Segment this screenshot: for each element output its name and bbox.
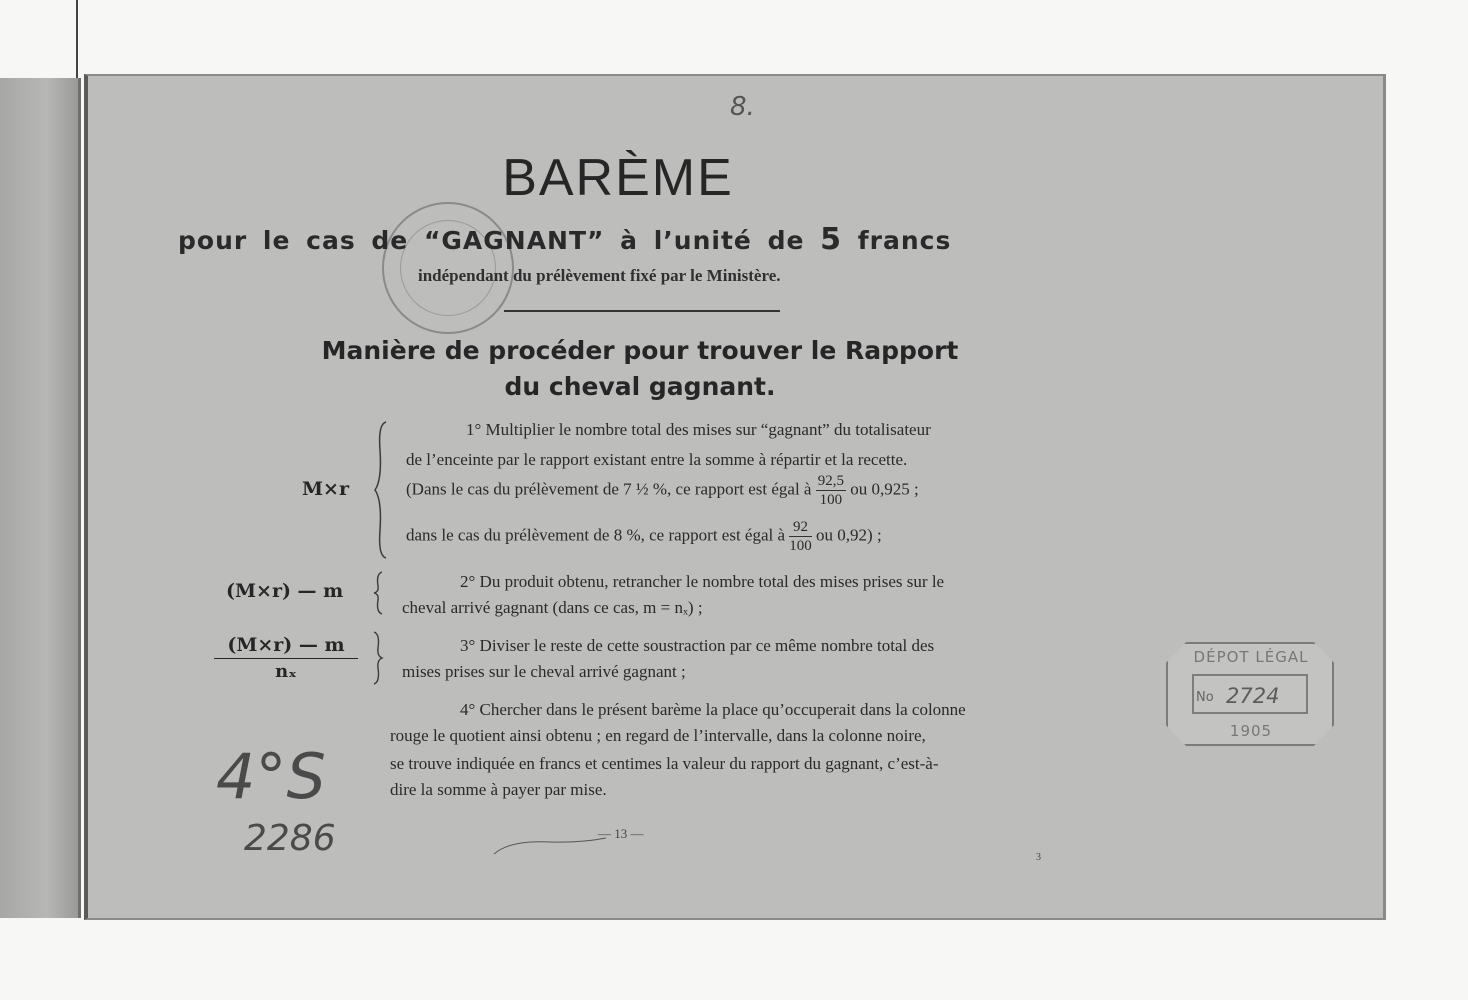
signature-mark: 3: [1036, 852, 1041, 863]
step1-line4: [406, 518, 1126, 555]
step3-text-2: mises prises sur le cheval arrivé gagnant ;: [402, 662, 686, 681]
depot-stamp-no-label: No: [1196, 690, 1214, 705]
step1-line1: [406, 416, 1102, 443]
fraction-denominator: 100: [789, 538, 812, 554]
formula-step3-numerator: (M×r) — m: [214, 634, 358, 659]
subtitle-text: pour le cas de “GAGNANT” à l’unité de: [178, 226, 805, 255]
fraction-92-5: [816, 472, 846, 509]
section-heading-line2: du cheval gagnant.: [504, 372, 776, 401]
step4-text-4: dire la somme à payer par mise.: [390, 780, 607, 799]
step1-text-3b: ou 0,925 ;: [850, 479, 919, 499]
handwritten-folio-mark: 8.: [730, 92, 755, 122]
step1-line3: [406, 472, 1126, 509]
page-title: BARÈME: [502, 149, 734, 207]
depot-stamp-year: 1905: [1229, 722, 1273, 740]
pencil-stroke: [490, 830, 610, 860]
subtitle-unit: francs: [857, 226, 952, 255]
fraction-denominator: 100: [819, 492, 843, 508]
step4-text-3: se trouve indiquée en francs et centimes la valeur du rapport du gagnant, c’est-à-: [390, 754, 939, 773]
step1-text-2: de l’enceinte par le rapport existant entre la somme à répartir et la recette.: [406, 450, 908, 469]
formula-step1: M×r: [302, 478, 349, 500]
step2-text-1: 2° Du produit obtenu, retrancher le nombre total des mises prises sur le: [460, 572, 945, 591]
fraction-numerator: 92: [789, 518, 812, 537]
page-number: — 13 —: [598, 826, 644, 841]
depot-stamp-number: 2724: [1226, 684, 1280, 708]
subtitle-note: indépendant du prélèvement fixé par le Ministère.: [418, 266, 781, 285]
divider-rule: [504, 310, 780, 312]
section-heading-line1: Manière de procéder pour trouver le Rapport: [321, 336, 959, 365]
subtitle-number: 5: [820, 222, 843, 257]
step3-text-1: 3° Diviser le reste de cette soustraction par ce même nombre total des: [460, 636, 935, 655]
step3-line1: [402, 632, 1102, 659]
step1-text-4b: ou 0,92) ;: [816, 525, 882, 545]
formula-step3: [214, 634, 358, 682]
formula-step2: (M×r) — m: [226, 580, 344, 602]
step1-text-4: dans le cas du prélèvement de 8 %, ce rapport est égal à: [406, 525, 786, 545]
brace-step3: [370, 630, 384, 686]
fraction-92: [789, 518, 812, 555]
brace-step1: [372, 420, 392, 560]
fraction-numerator: 92,5: [817, 473, 844, 489]
step4-line1: [390, 696, 1102, 723]
shelfmark-line2: 2286: [244, 818, 336, 859]
gutter-line: [76, 0, 78, 78]
formula-step3-denominator: nₓ: [275, 661, 297, 682]
brace-step2: [372, 570, 386, 616]
step1-text-1: 1° Multiplier le nombre total des mises sur “gagnant” du totalisateur: [466, 420, 931, 439]
step2-line1: [402, 568, 1102, 595]
step4-text-2: rouge le quotient ainsi obtenu ; en regard de l’intervalle, dans la colonne noire,: [390, 726, 926, 745]
step4-text-1: 4° Chercher dans le présent barème la place qu’occuperait dans la colonne: [460, 700, 966, 719]
step1-text-3: (Dans le cas du prélèvement de 7 ½ %, ce rapport est égal à: [406, 479, 812, 499]
page-subtitle: [178, 222, 1108, 257]
shelfmark-line1: 4°S: [216, 740, 326, 813]
step2-text-2: cheval arrivé gagnant (dans ce cas, m = nₓ) ;: [402, 598, 703, 617]
depot-stamp-title: DÉPOT LÉGAL: [1193, 648, 1309, 666]
